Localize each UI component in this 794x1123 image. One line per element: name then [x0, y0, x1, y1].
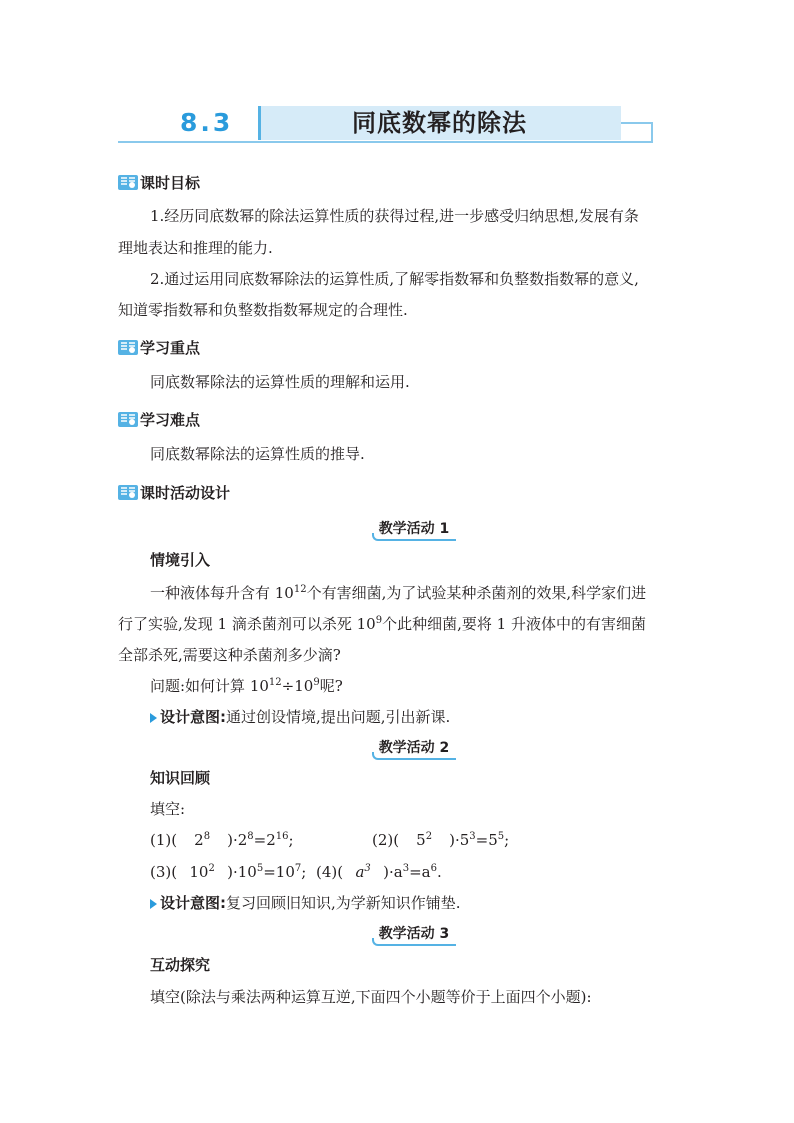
difficulties-heading-label: 学习难点: [140, 410, 201, 429]
goals-heading-label: 课时目标: [140, 173, 201, 192]
activity-3-text: 填空(除法与乘法两种运算互逆,下面四个小题等价于上面四个小题):: [150, 988, 592, 1006]
activity-1-intent: 设计意图:通过创设情境,提出问题,引出新课.: [150, 707, 450, 727]
goals-line-2: 理地表达和推理的能力.: [118, 239, 273, 257]
goals-heading: [118, 170, 200, 194]
activity-2-intent: 设计意图:复习回顾旧知识,为学新知识作铺垫.: [150, 893, 461, 913]
arrow-right-icon: [150, 899, 157, 909]
design-heading: [118, 480, 230, 504]
activity-3-badge-label: 教学活动 3: [378, 926, 450, 942]
activity-2-q3: (3)( $10^2$ )$\cdot 10^5=10^7$;: [150, 863, 307, 881]
key-points-heading-label: 学习重点: [140, 338, 201, 357]
activity-1-line-1: 一种液体每升含有 $10^{12}$个有害细菌,为了试验某种杀菌剂的效果,科学家们进: [150, 584, 647, 602]
goals-line-1: 1.经历同底数幂的除法运算性质的获得过程,进一步感受归纳思想,发展有条: [150, 207, 639, 225]
activity-2-subtitle: 知识回顾: [150, 769, 211, 787]
activity-2-q4: (4)( $a^3$ )$\cdot a^3=a^6$.: [316, 863, 442, 881]
book-icon: [118, 411, 138, 428]
activity-1-line-2: 行了实验,发现 1 滴杀菌剂可以杀死 $10^9$个此种细菌,要将 1 升液体中的有害细菌: [118, 615, 646, 633]
badge-underline: [372, 938, 456, 946]
activity-1-subtitle: 情境引入: [150, 551, 211, 569]
activity-2-q2: (2)( $5^2$ )$\cdot 5^3=5^5$;: [372, 831, 510, 849]
book-icon: [118, 484, 138, 501]
arrow-right-icon: [150, 713, 157, 723]
badge-underline: [372, 752, 456, 760]
badge-underline: [372, 533, 456, 541]
activity-1-line-3: 全部杀死,需要这种杀菌剂多少滴?: [118, 646, 341, 664]
activity-3-subtitle: 互动探究: [150, 956, 211, 974]
section-title: 同底数幂的除法: [352, 109, 527, 137]
header-rule: [118, 141, 651, 143]
book-icon: [118, 174, 138, 191]
book-icon: [118, 339, 138, 356]
goals-line-4: 知道零指数幂和负整数指数幂规定的合理性.: [118, 301, 408, 319]
activity-1-badge-label: 教学活动 1: [378, 521, 450, 537]
activity-2-badge-label: 教学活动 2: [378, 740, 450, 756]
activity-3-badge: [372, 923, 456, 943]
difficulties-heading: [118, 407, 200, 431]
difficulties-text: 同底数幂除法的运算性质的推导.: [150, 445, 365, 463]
activity-1-badge: [372, 518, 456, 538]
activity-1-question: 问题:如何计算 $10^{12}\div 10^9$呢?: [150, 677, 343, 695]
activity-2-prompt: 填空:: [150, 800, 186, 818]
header-rule-end: [620, 122, 653, 143]
activity-2-badge: [372, 737, 456, 757]
design-heading-label: 课时活动设计: [140, 483, 231, 502]
key-points-heading: [118, 335, 200, 359]
key-points-text: 同底数幂除法的运算性质的理解和运用.: [150, 373, 410, 391]
activity-2-q1: (1)( $2^8$ )$\cdot 2^8=2^{16}$;: [150, 831, 294, 849]
goals-line-3: 2.通过运用同底数幂除法的运算性质,了解零指数幂和负整数指数幂的意义,: [150, 270, 639, 288]
section-number: 8.3: [180, 108, 234, 137]
